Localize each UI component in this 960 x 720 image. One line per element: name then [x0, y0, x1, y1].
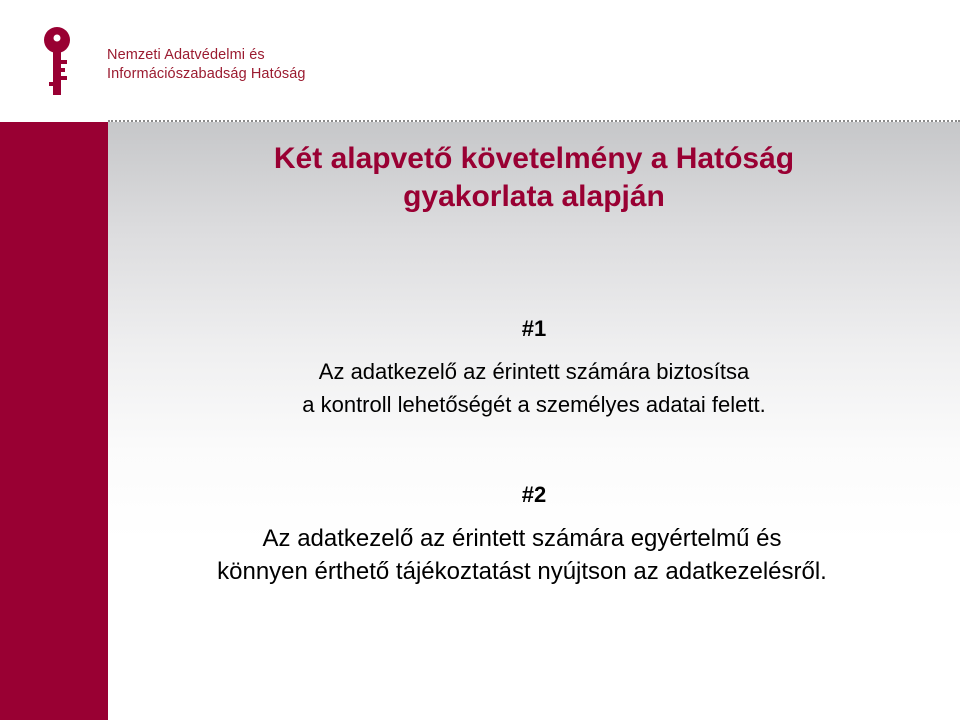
- key-icon: [40, 26, 74, 96]
- brand-name: [107, 46, 306, 84]
- requirement-1-line2: a kontroll lehetőségét a személyes adatai felett.: [302, 392, 766, 417]
- requirement-1-text: [108, 355, 960, 421]
- title-line2: gyakorlata alapján: [403, 180, 665, 213]
- page-title: [108, 140, 960, 216]
- brand-name-line1: Nemzeti Adatvédelmi és: [107, 47, 265, 63]
- brand-name-line2: Információszabadság Hatóság: [107, 66, 306, 82]
- requirement-2-label: #2: [521, 482, 547, 507]
- requirement-2-line1: Az adatkezelő az érintett számára egyértelmű és: [262, 525, 782, 552]
- title-line1: Két alapvető követelmény a Hatóság: [273, 142, 795, 175]
- requirement-1-line1: Az adatkezelő az érintett számára biztosítsa: [318, 359, 750, 384]
- requirement-2-text: [0, 522, 960, 588]
- sidebar-accent: [0, 122, 108, 720]
- requirement-2-line2: könnyen érthető tájékoztatást nyújtson az adatkezelésről.: [217, 558, 827, 585]
- slide-header: [0, 0, 960, 122]
- requirement-1-label: #1: [521, 316, 547, 341]
